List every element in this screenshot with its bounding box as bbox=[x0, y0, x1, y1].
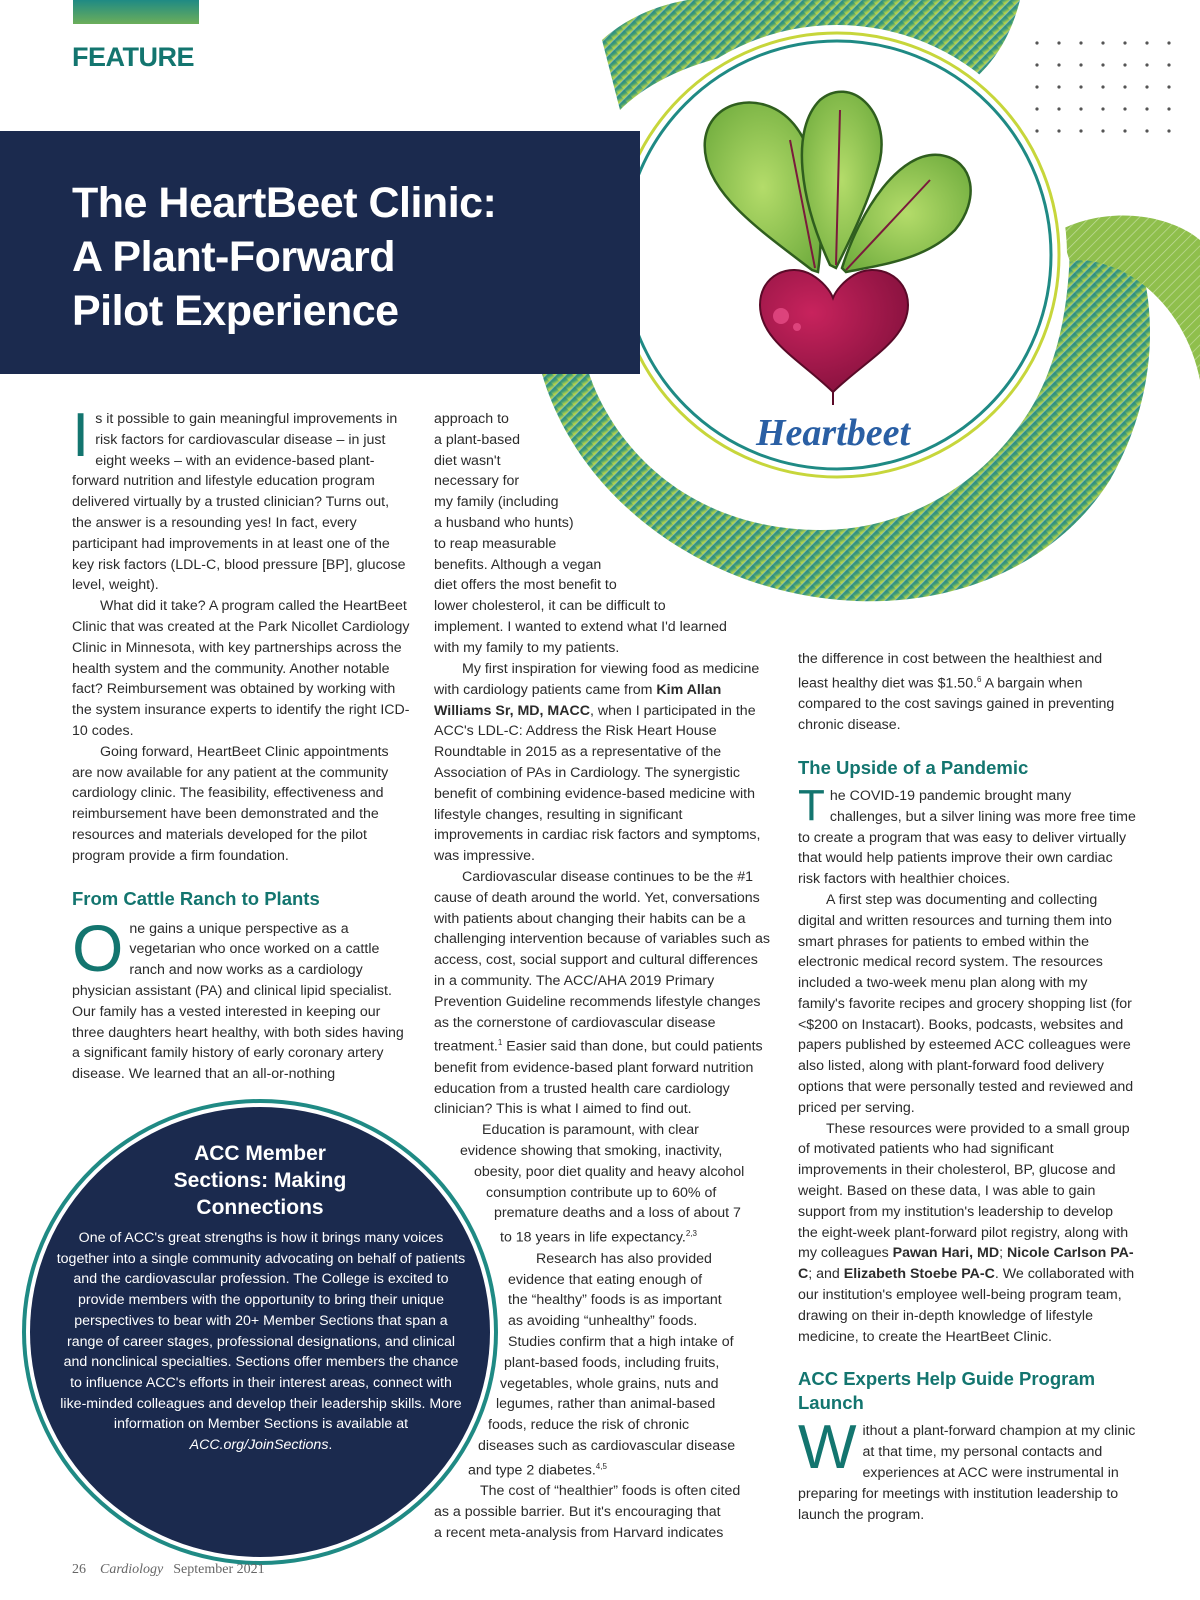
text-line: The cost of “healthier” foods is often cited bbox=[480, 1483, 741, 1500]
text-line: Education is paramount, with clear bbox=[482, 1122, 699, 1139]
paragraph-text: ithout a plant-forward champion at my clinic at that time, my personal contacts and experiences at ACC were instrumental in preparing for meetings with institution leadership to launch the program. bbox=[798, 1423, 1136, 1523]
drop-cap: I bbox=[72, 401, 90, 470]
paragraph-text: These resources were provided to a small group of motivated patients who had significant improvements in their cholesterol, BP, glucose and weight. Based on these data, I was able to gain support from my institution's leadership to develop the eight-week plant-forward pilot registry, along with my colleagues bbox=[798, 1120, 1130, 1262]
sidebar-text: One of ACC's great strengths is how it brings many voices together into a single community advocating on behalf of patients and the cardiovascular profession. The College is excited to provide members with the opportunity to bring their unique perspectives to bear with 20+ Member Sections that span a range of career stages, professional designations, and clinical and nonclinical specialties. Sections offer members the chance to influence ACC's efforts in their interest areas, connect with like-minded colleagues and develop their leadership skills. More information on Member Sections is available at bbox=[56, 1230, 466, 1433]
text-line: vegetables, whole grains, nuts and bbox=[500, 1375, 719, 1392]
top-accent-bar bbox=[73, 0, 199, 24]
separator: ; bbox=[999, 1245, 1007, 1262]
column-2-top bbox=[434, 409, 744, 659]
title-line: Pilot Experience bbox=[72, 287, 399, 335]
person-name: Elizabeth Stoebe PA-C bbox=[843, 1266, 995, 1283]
section-heading: From Cattle Ranch to Plants bbox=[72, 887, 320, 909]
text-line: the “healthy” foods is as important bbox=[508, 1292, 722, 1309]
person-name: Nicole Carlson PA-C bbox=[798, 1245, 1134, 1283]
text-line: necessary for bbox=[434, 473, 520, 490]
text-line: evidence that eating enough of bbox=[508, 1271, 703, 1288]
page-footer bbox=[72, 1562, 265, 1578]
text-line: consumption contribute up to 60% of bbox=[486, 1184, 717, 1201]
paragraph-text: A bargain when compared to the cost savings gained in preventing chronic disease. bbox=[798, 675, 1115, 734]
text-line: as avoiding “unhealthy” foods. bbox=[508, 1313, 698, 1330]
title-line: A Plant-Forward bbox=[72, 233, 395, 281]
sidebar-title: ACC Member Sections: Making Connections bbox=[173, 1142, 347, 1219]
text-line: plant-based foods, including fruits, bbox=[504, 1354, 720, 1371]
paragraph-text: ne gains a unique perspective as a vegetarian who once worked on a cattle ranch and now works as a cardiology physician assistant (PA) and clinical lipid specialist. Our family has a vested interested in keeping our three daughters heart healthy, with both sides having a significant family history of early coronary artery disease. We learned that an all-or-nothing bbox=[72, 920, 404, 1083]
paragraph bbox=[798, 649, 1136, 736]
section-heading: ACC Experts Help Guide Program Launch bbox=[798, 1368, 1096, 1414]
drop-cap: W bbox=[798, 1413, 857, 1483]
section-label: FEATURE bbox=[72, 42, 194, 72]
magazine-name: Cardiology bbox=[100, 1562, 164, 1577]
text-line: legumes, rather than animal-based bbox=[496, 1396, 716, 1413]
text-line: implement. I wanted to extend what I'd learned bbox=[434, 618, 727, 635]
text-line: a plant-based bbox=[434, 431, 520, 448]
paragraph-text: Cardiovascular disease continues to be the #1 cause of death around the world. Yet, conversations with patients about changing their habits can be a challenging intervention because of variables such as access, cost, social support and cultural differences in a community. The ACC/AHA 2019 Primary Prevention Guideline recommends lifestyle changes as the cornerstone of cardiovascular disease treatment. bbox=[434, 868, 770, 1056]
citation: 6 bbox=[977, 674, 982, 684]
text-line: a husband who hunts) bbox=[434, 514, 574, 531]
page-number: 26 bbox=[72, 1562, 86, 1577]
text-line: lower cholesterol, it can be difficult to bbox=[434, 598, 666, 615]
paragraph-text: Easier said than done, but could patients benefit from evidence-based plant forward nutrition education from a trusted health care cardiology clinician? This is what I aimed to find out. bbox=[434, 1039, 763, 1118]
line-text: to 18 years in life expectancy. bbox=[500, 1229, 686, 1246]
paragraph-text: , when I participated in the ACC's LDL-C: Address the Risk Heart House Roundtable in 2015 as a representative of the Association of PAs in Cardiology. The synergistic benefit of combining evidence-based medicine with lifestyle changes, resulting in significant improvements in cardiac risk factors and symptoms, was impressive. bbox=[434, 702, 761, 865]
line-text: and type 2 diabetes. bbox=[468, 1462, 596, 1479]
text-line: premature deaths and a loss of about 7 bbox=[494, 1205, 741, 1222]
text-line: diseases such as cardiovascular disease bbox=[478, 1437, 736, 1454]
sidebar-body bbox=[56, 1228, 466, 1456]
drop-cap: T bbox=[798, 780, 825, 830]
text-line bbox=[434, 1224, 770, 1249]
text-line: foods, reduce the risk of chronic bbox=[488, 1417, 690, 1434]
text-line: diet offers the most benefit to bbox=[434, 577, 617, 594]
paragraph: What did it take? A program called the HeartBeet Clinic that was created at the Park Nicollet Cardiology Clinic in Minnesota, with key partnerships across the health system and the community. Another notable fact? Reimbursement was obtained by working with the system insurance experts to identify the right ICD-10 codes. bbox=[72, 598, 410, 739]
citation: 1 bbox=[497, 1038, 503, 1048]
article-title bbox=[72, 176, 632, 338]
text-line: Studies confirm that a high intake of bbox=[508, 1333, 734, 1350]
separator: ; and bbox=[808, 1266, 844, 1283]
dot-grid-decoration bbox=[1032, 38, 1192, 138]
paragraph bbox=[798, 1119, 1136, 1348]
citation: 4,5 bbox=[595, 1461, 607, 1471]
text-line: with my family to my patients. bbox=[434, 639, 620, 656]
text-line: benefits. Although a vegan bbox=[434, 556, 602, 573]
text-line: to reap measurable bbox=[434, 535, 557, 552]
paragraph bbox=[798, 780, 1136, 890]
section-heading: The Upside of a Pandemic bbox=[798, 756, 1029, 778]
text-line: my family (including bbox=[434, 494, 559, 511]
issue-date: September 2021 bbox=[173, 1562, 265, 1577]
paragraph bbox=[434, 659, 770, 867]
sidebar-link[interactable]: ACC.org/JoinSections bbox=[189, 1437, 329, 1454]
text-line bbox=[434, 1457, 770, 1482]
person-name: Kim Allan Williams Sr, MD, MACC bbox=[434, 681, 722, 719]
heartbeet-wordmark: Heartbeet bbox=[755, 412, 911, 454]
paragraph: Going forward, HeartBeet Clinic appointments are now available for any patient at the community cardiology clinic. The feasibility, effectiveness and reimbursement have been demonstrated and the resources and materials developed for the pilot program provide a firm foundation. bbox=[72, 743, 389, 864]
paragraph-text: the difference in cost between the healthiest and least healthy diet was $1.50. bbox=[798, 651, 1103, 692]
text-line: Research has also provided bbox=[536, 1250, 712, 1267]
title-line: The HeartBeet Clinic: bbox=[72, 179, 497, 227]
text-line: evidence showing that smoking, inactivity, bbox=[460, 1143, 723, 1160]
text-line: as a possible barrier. But it's encouraging that bbox=[434, 1504, 721, 1521]
paragraph bbox=[72, 401, 410, 596]
paragraph-text: . We collaborated with our institution's employee well-being program team, drawing on their in-depth knowledge of lifestyle medicine, to create the HeartBeet Clinic. bbox=[798, 1266, 1135, 1345]
paragraph: A first step was documenting and collecting digital and written resources and turning them into smart phrases for patients to embed within the electronic medical record system. The resources included a two-week menu plan along with my family's favorite recipes and grocery shopping list (for <$200 on Instacart). Books, podcasts, websites and papers published by esteemed ACC colleagues were also listed, along with plant-forward food delivery options that were personally tested and reviewed and priced per serving. bbox=[798, 891, 1134, 1116]
text-line: a recent meta-analysis from Harvard indicates bbox=[434, 1524, 724, 1541]
text-line: diet wasn't bbox=[434, 452, 501, 469]
column-2 bbox=[434, 659, 770, 1544]
column-1 bbox=[72, 401, 410, 1085]
paragraph bbox=[798, 1413, 1136, 1525]
paragraph bbox=[72, 910, 410, 1085]
text-line: obesity, poor diet quality and heavy alcohol bbox=[474, 1163, 745, 1180]
paragraph-text: s it possible to gain meaningful improvements in risk factors for cardiovascular disease – in just eight weeks – with an evidence-based plant-forward nutrition and lifestyle education program delivered virtually by a trusted clinician? Turns out, the answer is a resounding yes! In fact, every participant had improvements in at least one of the key risk factors (LDL-C, blood pressure [BP], glucose level, weight). bbox=[72, 411, 406, 594]
column-3 bbox=[798, 649, 1136, 1525]
paragraph-text: he COVID-19 pandemic brought many challenges, but a silver lining was more free time to create a program that was easy to deliver virtually that would help patients improve their own cardiac risk factors with healthier choices. bbox=[798, 787, 1136, 888]
paragraph bbox=[434, 867, 770, 1120]
person-name: Pawan Hari, MD bbox=[892, 1245, 1000, 1262]
text-line: approach to bbox=[434, 411, 509, 427]
paragraph-text: My first inspiration for viewing food as medicine with cardiology patients came from bbox=[434, 661, 760, 698]
drop-cap: O bbox=[72, 910, 124, 985]
sidebar-text: . bbox=[328, 1437, 333, 1454]
citation: 2,3 bbox=[685, 1229, 697, 1239]
